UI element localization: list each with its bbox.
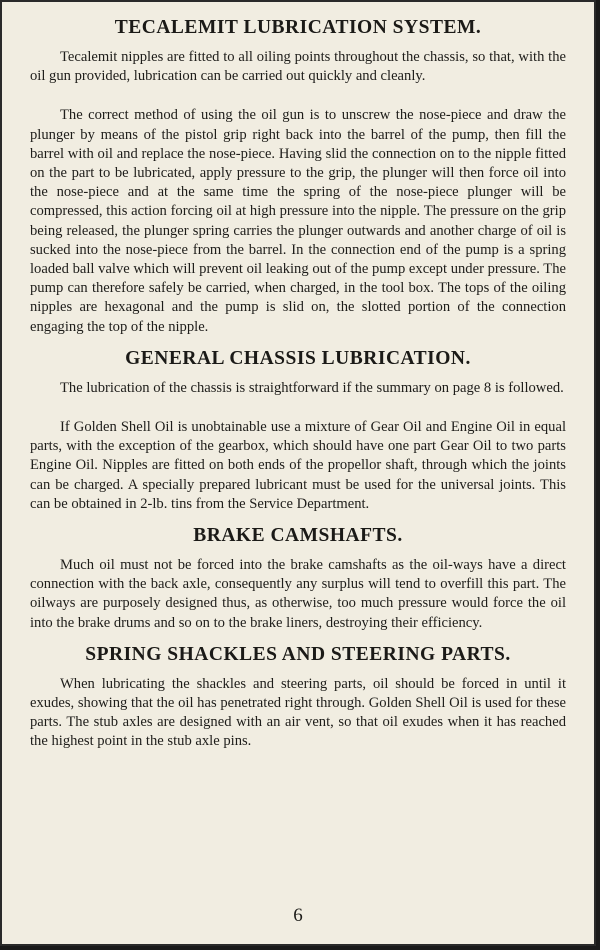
section-heading-general-chassis: GENERAL CHASSIS LUBRICATION. bbox=[125, 347, 471, 369]
section-heading-brake-camshafts: BRAKE CAMSHAFTS. bbox=[193, 525, 403, 547]
paragraph: Much oil must not be forced into the brake camshafts as the oil-ways have a direct connection with the back axle, consequently any surplus will tend to overfill this part. The oilways are purposely designed thus, as otherwise, too much pressure would force the oil into the brake drums and so on to the brake liners, destroying their efficiency. bbox=[30, 557, 566, 631]
section-heading-tecalemit: TECALEMIT LUBRICATION SYSTEM. bbox=[114, 17, 482, 38]
page-content bbox=[30, 16, 566, 752]
paragraph: The correct method of using the oil gun is to unscrew the nose-piece and draw the plunger by means of the pistol grip right back into the barrel of the pump, then fill the barrel with oil and replace the nose-piece. Having slid the connection on to the nipple fitted on the part to be lubricated, apply pressure to the grip, the plunger will then force oil into the nose-piece and at the same time the spring of the nose-piece plunger will be compressed, this action forcing oil at high pressure into the nipple. The pressure on the grip being released, the plunger spring carries the plunger outwards and another charge of oil is sucked into the nose-piece from the barrel. In the connection end of the pump is a spring loaded ball valve which will prevent oil leaking out of the pump except under pressure. The pump can therefore safely be carried, when charged, in the tool box. The tops of the oiling nipples are hexagonal and the pump is slid on, the slotted portion of the connection engaging the top of the nipple. bbox=[30, 107, 566, 335]
paragraph: The lubrication of the chassis is straightforward if the summary on page 8 is followed. bbox=[60, 379, 564, 396]
paragraph: When lubricating the shackles and steering parts, oil should be forced in until it exudes, showing that the oil has penetrated right through. Golden Shell Oil is used for these parts. The stub axles are designed with an air vent, so that oil exudes when it has reached the highest point in the stub axle pins. bbox=[30, 675, 566, 750]
paragraph: Tecalemit nipples are fitted to all oiling points throughout the chassis, so that, with the oil gun provided, lubrication can be carried out quickly and cleanly. bbox=[30, 49, 566, 85]
page-number: 6 bbox=[293, 905, 303, 926]
paragraph: If Golden Shell Oil is unobtainable use a mixture of Gear Oil and Engine Oil in equal parts, with the exception of the gearbox, which should have one part Gear Oil to two parts Engine Oil. Nipples are fitted on both ends of the propellor shaft, through which the joints can be charged. A specially prepared lubricant must be used for the universal joints. This can be obtained in 2-lb. tins from the Service Department. bbox=[30, 419, 566, 512]
section-heading-spring-shackles: SPRING SHACKLES AND STEERING PARTS. bbox=[85, 643, 511, 665]
